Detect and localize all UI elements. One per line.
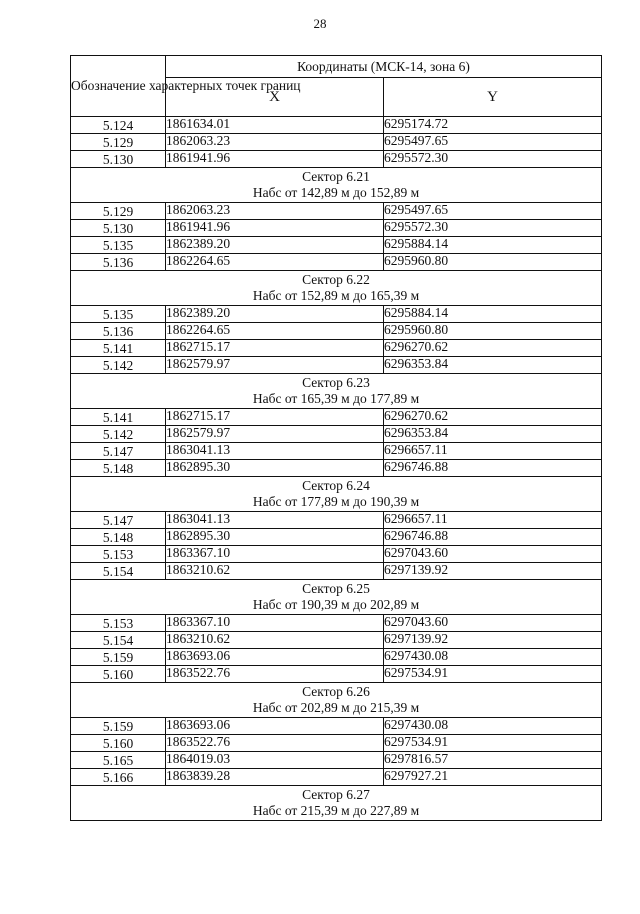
x-coordinate-cell: 1862389.20 bbox=[166, 306, 384, 323]
x-coordinate-cell: 1862063.23 bbox=[166, 203, 384, 220]
sector-title: Сектор 6.24 bbox=[302, 478, 370, 493]
x-coordinate-cell: 1861634.01 bbox=[166, 117, 384, 134]
x-coordinate-cell: 1862389.20 bbox=[166, 237, 384, 254]
x-coordinate-cell: 1862063.23 bbox=[166, 134, 384, 151]
sector-height-range: Набс от 190,39 м до 202,89 м bbox=[252, 597, 420, 612]
x-coordinate-cell: 1863522.76 bbox=[166, 735, 384, 752]
sector-height-range: Набс от 215,39 м до 227,89 м bbox=[252, 803, 420, 818]
y-coordinate-cell: 6296353.84 bbox=[384, 357, 602, 374]
table-row bbox=[71, 117, 602, 134]
y-coordinate-cell: 6297927.21 bbox=[384, 769, 602, 786]
sector-row bbox=[71, 786, 602, 821]
point-id-cell: 5.153 bbox=[71, 546, 166, 563]
y-coordinate-cell: 6297534.91 bbox=[384, 735, 602, 752]
table-row bbox=[71, 666, 602, 683]
table-row bbox=[71, 340, 602, 357]
point-id-cell: 5.142 bbox=[71, 357, 166, 374]
point-id-cell: 5.147 bbox=[71, 512, 166, 529]
point-id-cell: 5.160 bbox=[71, 666, 166, 683]
table-header bbox=[71, 56, 602, 117]
y-coordinate-cell: 6295960.80 bbox=[384, 254, 602, 271]
y-coordinate-cell: 6296746.88 bbox=[384, 529, 602, 546]
y-coordinate-cell: 6296270.62 bbox=[384, 409, 602, 426]
y-coordinate-cell: 6297430.08 bbox=[384, 649, 602, 666]
x-coordinate-cell: 1861941.96 bbox=[166, 220, 384, 237]
sector-row bbox=[71, 477, 602, 512]
table-row bbox=[71, 409, 602, 426]
table-row bbox=[71, 546, 602, 563]
sector-title: Сектор 6.26 bbox=[302, 684, 370, 699]
y-coordinate-cell: 6296657.11 bbox=[384, 512, 602, 529]
sector-height-range: Набс от 142,89 м до 152,89 м bbox=[252, 185, 420, 200]
table-row bbox=[71, 769, 602, 786]
x-coordinate-cell: 1862895.30 bbox=[166, 529, 384, 546]
point-id-cell: 5.142 bbox=[71, 426, 166, 443]
sector-row bbox=[71, 683, 602, 718]
x-coordinate-cell: 1863210.62 bbox=[166, 632, 384, 649]
y-coordinate-cell: 6297816.57 bbox=[384, 752, 602, 769]
table-row bbox=[71, 615, 602, 632]
table-body bbox=[71, 117, 602, 821]
coordinates-group-header: Координаты (МСК-14, зона 6) bbox=[166, 56, 602, 78]
y-coordinate-cell: 6296746.88 bbox=[384, 460, 602, 477]
point-id-cell: 5.160 bbox=[71, 735, 166, 752]
y-coordinate-cell: 6295884.14 bbox=[384, 237, 602, 254]
x-coordinate-cell: 1862264.65 bbox=[166, 323, 384, 340]
point-id-cell: 5.136 bbox=[71, 254, 166, 271]
x-coordinate-cell: 1861941.96 bbox=[166, 151, 384, 168]
sector-height-range: Набс от 152,89 м до 165,39 м bbox=[252, 288, 420, 303]
table-row bbox=[71, 357, 602, 374]
table-row bbox=[71, 443, 602, 460]
x-coordinate-cell: 1862264.65 bbox=[166, 254, 384, 271]
y-coordinate-cell: 6297043.60 bbox=[384, 546, 602, 563]
x-coordinate-cell: 1863839.28 bbox=[166, 769, 384, 786]
sector-cell bbox=[71, 374, 602, 409]
sector-height-range: Набс от 177,89 м до 190,39 м bbox=[252, 494, 420, 509]
table-row bbox=[71, 220, 602, 237]
x-coordinate-cell: 1863367.10 bbox=[166, 546, 384, 563]
y-coordinate-cell: 6295174.72 bbox=[384, 117, 602, 134]
page-number: 28 bbox=[313, 16, 327, 31]
table-row bbox=[71, 563, 602, 580]
sector-height-range: Набс от 165,39 м до 177,89 м bbox=[252, 391, 420, 406]
point-id-cell: 5.129 bbox=[71, 203, 166, 220]
x-coordinate-cell: 1863041.13 bbox=[166, 512, 384, 529]
sector-cell bbox=[71, 168, 602, 203]
x-coordinate-cell: 1863041.13 bbox=[166, 443, 384, 460]
point-id-cell: 5.147 bbox=[71, 443, 166, 460]
y-coordinate-cell: 6297043.60 bbox=[384, 615, 602, 632]
sector-row bbox=[71, 374, 602, 409]
y-coordinate-cell: 6297139.92 bbox=[384, 632, 602, 649]
point-id-cell: 5.153 bbox=[71, 615, 166, 632]
table-row bbox=[71, 718, 602, 735]
point-id-cell: 5.124 bbox=[71, 117, 166, 134]
point-id-cell: 5.130 bbox=[71, 220, 166, 237]
point-id-cell: 5.154 bbox=[71, 563, 166, 580]
table-row bbox=[71, 426, 602, 443]
sector-title: Сектор 6.25 bbox=[302, 581, 370, 596]
point-id-cell: 5.141 bbox=[71, 409, 166, 426]
table-row bbox=[71, 752, 602, 769]
sector-row bbox=[71, 271, 602, 306]
point-id-cell: 5.154 bbox=[71, 632, 166, 649]
y-coordinate-cell: 6295497.65 bbox=[384, 203, 602, 220]
table-row bbox=[71, 134, 602, 151]
sector-height-range: Набс от 202,89 м до 215,39 м bbox=[252, 700, 420, 715]
point-id-cell: 5.141 bbox=[71, 340, 166, 357]
y-coordinate-cell: 6296270.62 bbox=[384, 340, 602, 357]
table-row bbox=[71, 649, 602, 666]
sector-title: Сектор 6.21 bbox=[302, 169, 370, 184]
table-row bbox=[71, 735, 602, 752]
table-row bbox=[71, 254, 602, 271]
sector-title: Сектор 6.23 bbox=[302, 375, 370, 390]
x-coordinate-cell: 1862579.97 bbox=[166, 357, 384, 374]
y-coordinate-cell: 6296657.11 bbox=[384, 443, 602, 460]
x-coordinate-cell: 1864019.03 bbox=[166, 752, 384, 769]
x-coordinate-cell: 1863367.10 bbox=[166, 615, 384, 632]
table-row bbox=[71, 512, 602, 529]
point-id-cell: 5.148 bbox=[71, 529, 166, 546]
x-coordinate-cell: 1863210.62 bbox=[166, 563, 384, 580]
table-row bbox=[71, 151, 602, 168]
x-coordinate-cell: 1862895.30 bbox=[166, 460, 384, 477]
table-row bbox=[71, 237, 602, 254]
table-row bbox=[71, 203, 602, 220]
y-coordinate-cell: 6295572.30 bbox=[384, 220, 602, 237]
table-row bbox=[71, 306, 602, 323]
point-id-cell: 5.130 bbox=[71, 151, 166, 168]
sector-cell bbox=[71, 580, 602, 615]
y-coordinate-cell: 6297139.92 bbox=[384, 563, 602, 580]
y-coordinate-cell: 6295884.14 bbox=[384, 306, 602, 323]
sector-cell bbox=[71, 271, 602, 306]
table-row bbox=[71, 632, 602, 649]
point-id-cell: 5.136 bbox=[71, 323, 166, 340]
y-coordinate-cell: 6295960.80 bbox=[384, 323, 602, 340]
y-column-header: Y bbox=[384, 78, 602, 117]
sector-title: Сектор 6.22 bbox=[302, 272, 370, 287]
y-coordinate-cell: 6295497.65 bbox=[384, 134, 602, 151]
table-row bbox=[71, 323, 602, 340]
sector-title: Сектор 6.27 bbox=[302, 787, 370, 802]
sector-row bbox=[71, 168, 602, 203]
x-coordinate-cell: 1862579.97 bbox=[166, 426, 384, 443]
sector-cell bbox=[71, 477, 602, 512]
y-coordinate-cell: 6295572.30 bbox=[384, 151, 602, 168]
sector-row bbox=[71, 580, 602, 615]
x-coordinate-cell: 1863522.76 bbox=[166, 666, 384, 683]
point-id-cell: 5.135 bbox=[71, 237, 166, 254]
x-coordinate-cell: 1862715.17 bbox=[166, 409, 384, 426]
point-id-cell: 5.159 bbox=[71, 649, 166, 666]
x-coordinate-cell: 1863693.06 bbox=[166, 718, 384, 735]
table-row bbox=[71, 460, 602, 477]
point-id-cell: 5.165 bbox=[71, 752, 166, 769]
y-coordinate-cell: 6296353.84 bbox=[384, 426, 602, 443]
point-id-cell: 5.148 bbox=[71, 460, 166, 477]
point-designation-header: Обозначение характерных точек границ bbox=[71, 56, 166, 117]
x-coordinate-cell: 1863693.06 bbox=[166, 649, 384, 666]
point-id-cell: 5.129 bbox=[71, 134, 166, 151]
x-coordinate-cell: 1862715.17 bbox=[166, 340, 384, 357]
y-coordinate-cell: 6297430.08 bbox=[384, 718, 602, 735]
table-row bbox=[71, 529, 602, 546]
point-id-cell: 5.135 bbox=[71, 306, 166, 323]
point-id-cell: 5.159 bbox=[71, 718, 166, 735]
x-column-header: X bbox=[166, 78, 384, 117]
point-id-cell: 5.166 bbox=[71, 769, 166, 786]
y-coordinate-cell: 6297534.91 bbox=[384, 666, 602, 683]
sector-cell bbox=[71, 683, 602, 718]
sector-cell bbox=[71, 786, 602, 821]
coordinates-table bbox=[70, 55, 602, 821]
